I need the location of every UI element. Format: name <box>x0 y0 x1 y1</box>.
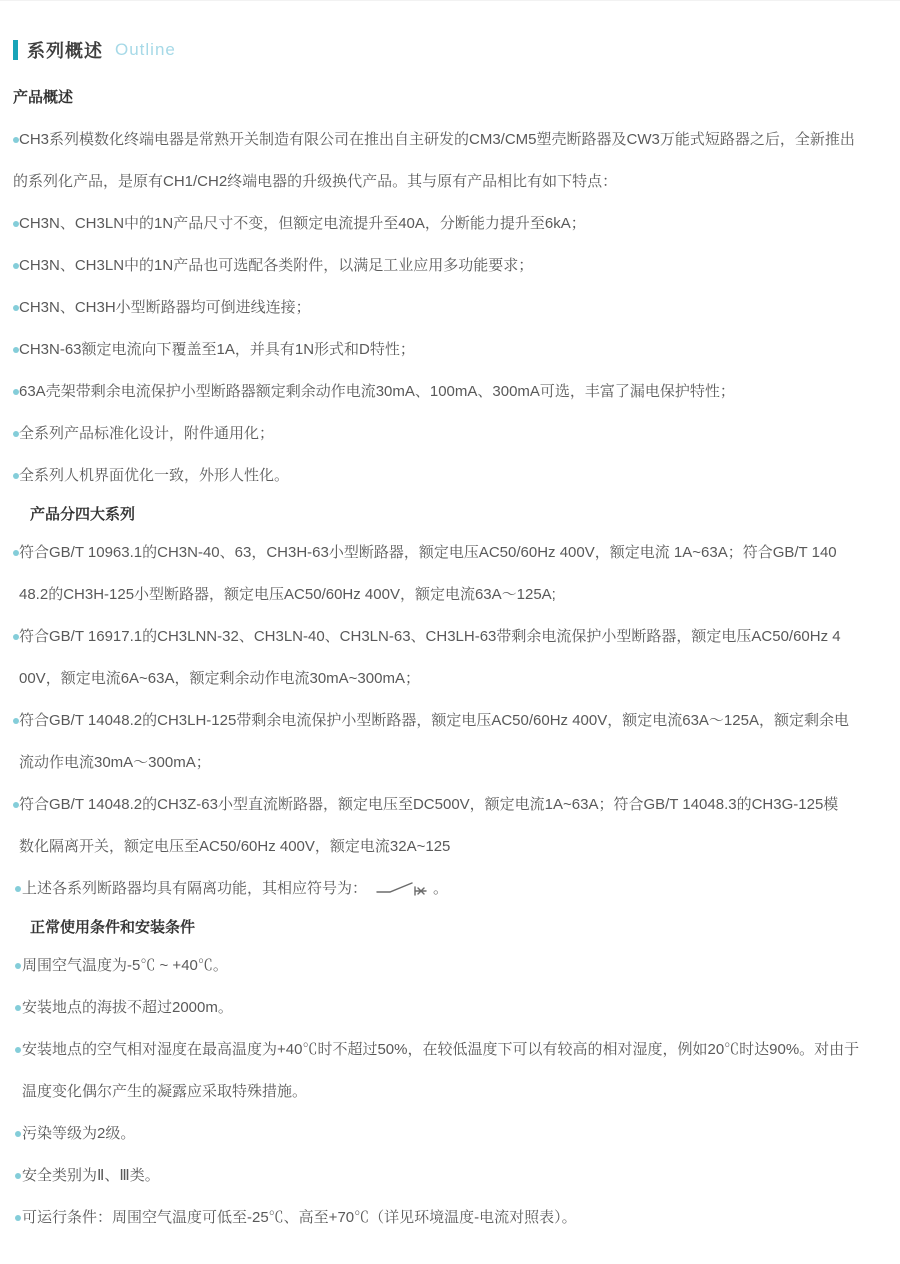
bullet-icon <box>15 1047 21 1053</box>
bullet-icon <box>13 305 19 311</box>
list-item <box>13 1113 884 1155</box>
list-item <box>13 868 884 910</box>
bullet-icon <box>15 1131 21 1137</box>
list-item <box>13 119 884 203</box>
bullet-icon <box>13 221 19 227</box>
list-item <box>13 616 884 700</box>
page-title-en: Outline <box>115 40 176 59</box>
list-item <box>13 987 884 1029</box>
text-line: CH3N、CH3LN中的1N产品也可选配各类附件，以满足工业应用多功能要求； <box>19 257 534 274</box>
list-item <box>13 371 884 413</box>
list-item <box>13 413 884 455</box>
isolation-symbol-icon <box>375 879 427 897</box>
list-item <box>13 1197 884 1239</box>
list-item <box>13 945 884 987</box>
text-line: 污染等级为2级。 <box>22 1125 136 1142</box>
text-line: 安装地点的空气相对湿度在最高温度为+40℃时不超过50%，在较低温度下可以有较高的相对湿度，例如20℃时达90%。对由于 <box>22 1041 860 1058</box>
isolation-text-suffix: 。 <box>433 880 449 897</box>
bullet-icon <box>13 263 19 269</box>
bullet-icon <box>13 431 19 437</box>
section-heading-conditions: 正常使用条件和安装条件 <box>30 919 196 936</box>
list-item <box>13 329 884 371</box>
text-line: CH3N、CH3H小型断路器均可倒进线连接； <box>19 299 311 316</box>
text-line: 48.2的CH3H-125小型断路器，额定电压AC50/60Hz 400V，额定电流63A～125A; <box>19 586 556 603</box>
title-accent-bar <box>13 40 18 60</box>
list-item <box>13 1155 884 1197</box>
list-item <box>13 1029 884 1113</box>
list-item <box>13 700 884 784</box>
text-line: 00V，额定电流6A~63A，额定剩余动作电流30mA~300mA； <box>19 670 420 687</box>
text-line <box>22 868 884 910</box>
page-title-zh: 系列概述 <box>27 41 103 61</box>
text-line: 的系列化产品，是原有CH1/CH2终端电器的升级换代产品。其与原有产品相比有如下特点： <box>13 173 618 190</box>
bullet-icon <box>13 802 19 808</box>
section-heading-overview: 产品概述 <box>13 89 74 106</box>
text-line: 符合GB/T 14048.2的CH3Z-63小型直流断路器，额定电压至DC500V，额定电流1A~63A；符合GB/T 14048.3的CH3G-125模 <box>19 796 839 813</box>
text-line: 温度变化偶尔产生的凝露应采取特殊措施。 <box>22 1083 308 1100</box>
list-item <box>13 784 884 868</box>
text-line: 符合GB/T 14048.2的CH3LH-125带剩余电流保护小型断路器，额定电压AC50/60Hz 400V，额定电流63A～125A，额定剩余电 <box>19 712 849 729</box>
list-item <box>13 287 884 329</box>
list-item <box>13 203 884 245</box>
text-line: 全系列产品标准化设计，附件通用化； <box>19 425 275 442</box>
bullet-icon <box>13 634 19 640</box>
bullet-icon <box>15 1173 21 1179</box>
bullet-icon <box>13 473 19 479</box>
list-item <box>13 245 884 287</box>
text-line: 安装地点的海拔不超过2000m。 <box>22 999 233 1016</box>
list-item <box>13 532 884 616</box>
bullet-icon <box>13 550 19 556</box>
bullet-icon <box>15 1005 21 1011</box>
text-line: 流动作电流30mA～300mA； <box>19 754 211 771</box>
text-line: CH3N、CH3LN中的1N产品尺寸不变，但额定电流提升至40A，分断能力提升至6kA； <box>19 215 586 232</box>
text-line: 63A壳架带剩余电流保护小型断路器额定剩余动作电流30mA、100mA、300mA可选，丰富了漏电保护特性； <box>19 383 735 400</box>
text-line: CH3系列模数化终端电器是常熟开关制造有限公司在推出自主研发的CM3/CM5塑壳断路器及CW3万能式短路器之后，全新推出 <box>19 131 855 148</box>
text-line: 可运行条件：周围空气温度可低至-25℃、高至+70℃（详见环境温度-电流对照表）。 <box>22 1209 577 1226</box>
text-line: 符合GB/T 10963.1的CH3N-40、63，CH3H-63小型断路器，额定电压AC50/60Hz 400V，额定电流 1A~63A；符合GB/T 140 <box>19 544 837 561</box>
text-line: 周围空气温度为-5℃ ~ +40℃。 <box>22 957 228 974</box>
text-line: 符合GB/T 16917.1的CH3LNN-32、CH3LN-40、CH3LN-63、CH3LH-63带剩余电流保护小型断路器，额定电压AC50/60Hz 4 <box>19 628 841 645</box>
bullet-icon <box>15 1215 21 1221</box>
section-heading-four-series: 产品分四大系列 <box>30 506 136 523</box>
text-line: CH3N-63额定电流向下覆盖至1A，并具有1N形式和D特性； <box>19 341 415 358</box>
bullet-icon <box>13 389 19 395</box>
bullet-icon <box>15 886 21 892</box>
isolation-text-prefix: 上述各系列断路器均具有隔离功能，其相应符号为： <box>22 880 368 897</box>
text-line: 安全类别为Ⅱ、Ⅲ类。 <box>22 1167 160 1184</box>
text-line: 数化隔离开关，额定电压至AC50/60Hz 400V，额定电流32A~125 <box>19 838 451 855</box>
bullet-icon <box>13 347 19 353</box>
bullet-icon <box>13 718 19 724</box>
bullet-icon <box>13 137 19 143</box>
text-line: 全系列人机界面优化一致，外形人性化。 <box>19 467 290 484</box>
bullet-icon <box>15 963 21 969</box>
list-item <box>13 455 884 497</box>
page-title <box>13 39 884 61</box>
